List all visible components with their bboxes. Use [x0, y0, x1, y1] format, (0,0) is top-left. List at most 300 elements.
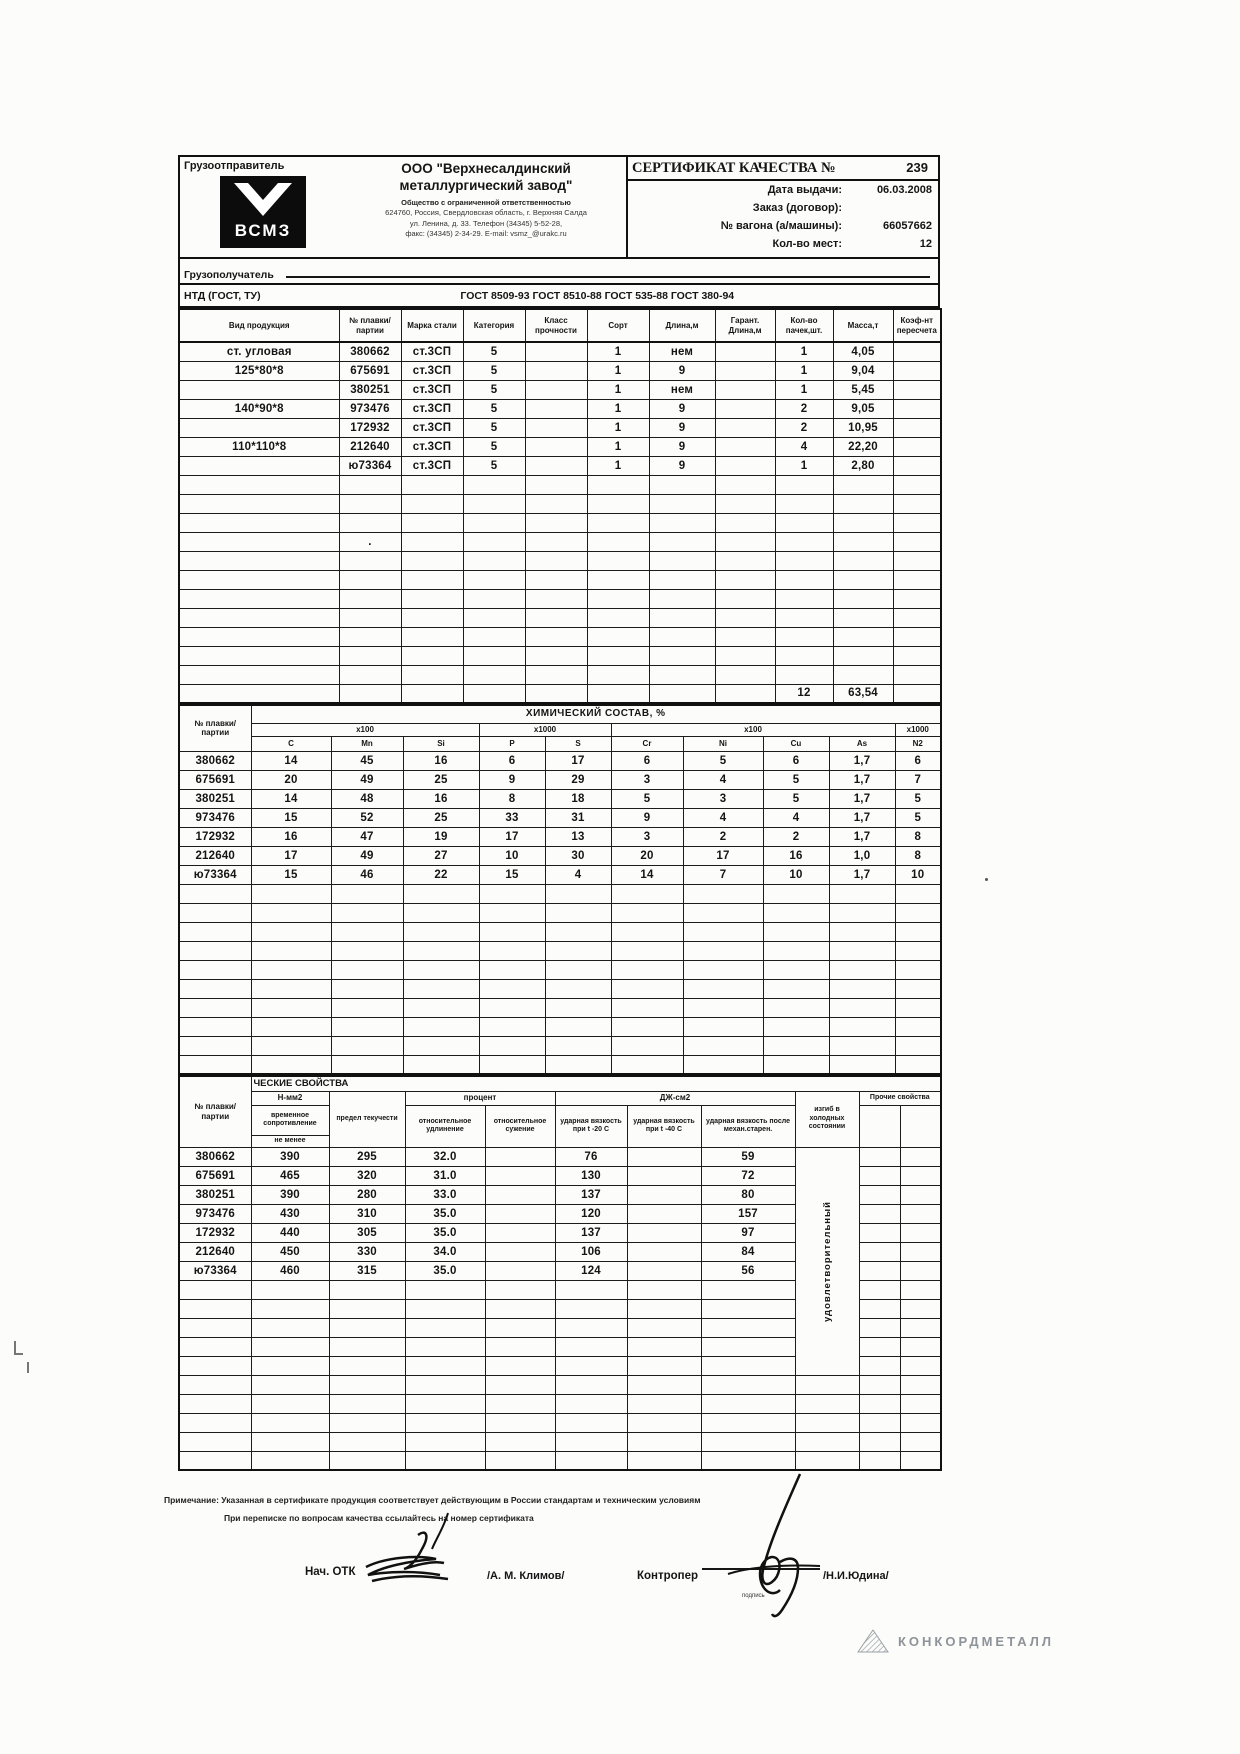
header-cell: Сорт [587, 309, 649, 342]
product-row [179, 361, 941, 380]
cell: 6 [763, 751, 829, 770]
cell [859, 1318, 900, 1337]
header-cell: Масса,т [833, 309, 893, 342]
header-cell: N2 [895, 736, 941, 751]
cell: 212640 [339, 437, 401, 456]
header-cell: S [545, 736, 611, 751]
header-cell: P [479, 736, 545, 751]
cell: 1,0 [829, 846, 895, 865]
note-correspondence: При переписке по вопросам качества ссылайтесь на номер сертификата [224, 1513, 534, 1523]
cell [587, 494, 649, 513]
cell [463, 665, 525, 684]
cell: 25 [403, 770, 479, 789]
cell [775, 551, 833, 570]
company-address-3: факс: (34345) 2-34-29. E-mail: vsmz_@urakc.ru [405, 229, 567, 239]
product-row [179, 342, 941, 361]
cell [179, 1337, 251, 1356]
cell [525, 570, 587, 589]
cell [179, 665, 339, 684]
header-cell: ударная вязкость после механ.старен. [701, 1105, 795, 1147]
chem-row [179, 751, 941, 770]
cell [895, 884, 941, 903]
cell [829, 1055, 895, 1074]
cell [763, 979, 829, 998]
cell: 1 [587, 361, 649, 380]
certificate-meta [626, 157, 938, 257]
cell [525, 380, 587, 399]
cell: ст.3СП [401, 361, 463, 380]
cell [251, 1451, 329, 1470]
cell: 34.0 [405, 1242, 485, 1261]
cell: 9 [649, 456, 715, 475]
cell [485, 1147, 555, 1166]
cell [485, 1299, 555, 1318]
cell [179, 1413, 251, 1432]
cell: 137 [555, 1223, 627, 1242]
cell [893, 399, 941, 418]
cell [555, 1451, 627, 1470]
cell [715, 342, 775, 361]
cell: 5 [463, 399, 525, 418]
cell [701, 1375, 795, 1394]
cell [403, 941, 479, 960]
cell [179, 589, 339, 608]
cell [893, 361, 941, 380]
cell: 29 [545, 770, 611, 789]
cell: 27 [403, 846, 479, 865]
cell [833, 532, 893, 551]
wagon-value: 66057662 [883, 220, 932, 232]
totals-row [179, 684, 941, 703]
header-cell: № плавки/ партии [179, 1076, 251, 1147]
cell [339, 665, 401, 684]
cell: 15 [251, 865, 331, 884]
cell: 1 [587, 437, 649, 456]
header-cell: Коэф-нт пересчета [893, 309, 941, 342]
cell: 5 [683, 751, 763, 770]
cell [649, 684, 715, 703]
cell: 35.0 [405, 1223, 485, 1242]
cell [829, 903, 895, 922]
cell [179, 1036, 251, 1055]
cell [485, 1261, 555, 1280]
cell: 25 [403, 808, 479, 827]
cell [555, 1337, 627, 1356]
cell [405, 1280, 485, 1299]
cell: 22,20 [833, 437, 893, 456]
header-cell: х100 [251, 723, 479, 736]
cell [627, 1242, 701, 1261]
qc-head-signature [352, 1505, 482, 1615]
cell: 212640 [179, 1242, 251, 1261]
cell: 4 [763, 808, 829, 827]
company-type: Общество с ограниченной ответственностью [401, 197, 571, 207]
cell: 15 [251, 808, 331, 827]
scan-artifact [985, 878, 988, 881]
cell [893, 513, 941, 532]
cell [900, 1280, 941, 1299]
cell [763, 1036, 829, 1055]
cell: 5 [463, 456, 525, 475]
header-cell: ЧЕСКИЕ СВОЙСТВА [251, 1076, 941, 1091]
order-label: Заказ (договор): [752, 202, 842, 214]
cell: 973476 [179, 1204, 251, 1223]
cell [649, 608, 715, 627]
cell: 973476 [179, 808, 251, 827]
header-cell: Длина,м [649, 309, 715, 342]
cell [485, 1451, 555, 1470]
empty-row [179, 608, 941, 627]
cell: 6 [895, 751, 941, 770]
cell [859, 1432, 900, 1451]
cell: ст.3СП [401, 418, 463, 437]
cell [179, 684, 339, 703]
header-cell [859, 1105, 900, 1147]
empty-row [179, 1055, 941, 1074]
places-label: Кол-во мест: [772, 238, 842, 250]
cell: 120 [555, 1204, 627, 1223]
cell: 1 [587, 380, 649, 399]
cell [251, 1375, 329, 1394]
wagon-row [628, 217, 938, 235]
cell: 9 [649, 437, 715, 456]
company-address-2: ул. Ленина, д. 33. Телефон (34345) 5-52-28, [409, 218, 563, 228]
cell [627, 1432, 701, 1451]
cell: 9 [649, 418, 715, 437]
cell [587, 551, 649, 570]
bend-result: удовлетворительный [821, 1200, 833, 1322]
cell [763, 884, 829, 903]
shipper-block [180, 157, 346, 257]
cell: 1 [587, 399, 649, 418]
cell [179, 380, 339, 399]
cell [795, 1413, 859, 1432]
cell [179, 1356, 251, 1375]
cell [627, 1204, 701, 1223]
cell [331, 1055, 403, 1074]
cell [587, 475, 649, 494]
empty-row [179, 979, 941, 998]
cell [763, 941, 829, 960]
cell [587, 627, 649, 646]
consignee-label: Грузополучатель [184, 269, 274, 281]
cell [829, 1017, 895, 1036]
cell [627, 1451, 701, 1470]
table-header-row [179, 736, 941, 751]
header-cell: Кол-во пачек,шт. [775, 309, 833, 342]
header-cell: Mn [331, 736, 403, 751]
cell [339, 570, 401, 589]
empty-row [179, 646, 941, 665]
cell [179, 922, 251, 941]
cell [715, 494, 775, 513]
cell [611, 1036, 683, 1055]
cell [485, 1280, 555, 1299]
cell [179, 1280, 251, 1299]
cell [401, 551, 463, 570]
cell [179, 494, 339, 513]
cell [587, 665, 649, 684]
cell [895, 922, 941, 941]
cell [715, 361, 775, 380]
cell: 675691 [339, 361, 401, 380]
cell: ю73364 [339, 456, 401, 475]
issue-date-label: Дата выдачи: [767, 184, 842, 196]
cell [339, 627, 401, 646]
empty-row [179, 884, 941, 903]
cell [251, 903, 331, 922]
cell [405, 1394, 485, 1413]
empty-row [179, 665, 941, 684]
cell [893, 646, 941, 665]
cell [485, 1204, 555, 1223]
places-row [628, 235, 938, 253]
cell [479, 922, 545, 941]
cell [611, 884, 683, 903]
cell [403, 979, 479, 998]
cell [179, 903, 251, 922]
cell [900, 1375, 941, 1394]
empty-row [179, 627, 941, 646]
cell [627, 1356, 701, 1375]
cell [251, 960, 331, 979]
cell [859, 1223, 900, 1242]
cell [893, 589, 941, 608]
cell [833, 627, 893, 646]
empty-row [179, 532, 941, 551]
cell [403, 1017, 479, 1036]
cell [251, 1299, 329, 1318]
cell [701, 1413, 795, 1432]
header-cell: C [251, 736, 331, 751]
cell: 380662 [179, 1147, 251, 1166]
cell [525, 684, 587, 703]
cell [525, 456, 587, 475]
cell: 106 [555, 1242, 627, 1261]
cell [179, 646, 339, 665]
cell [405, 1356, 485, 1375]
cell: 15 [479, 865, 545, 884]
header-cell: временное сопротивление [251, 1105, 329, 1135]
cell [895, 1036, 941, 1055]
cell [179, 979, 251, 998]
cell [251, 1432, 329, 1451]
cell: 17 [683, 846, 763, 865]
cell [179, 627, 339, 646]
cell [545, 1017, 611, 1036]
consignee-blank-line [286, 276, 930, 278]
cell: 1,7 [829, 789, 895, 808]
header-cell: As [829, 736, 895, 751]
product-row [179, 437, 941, 456]
cell [715, 570, 775, 589]
cell [331, 903, 403, 922]
scan-artifact [27, 1362, 29, 1373]
empty-row [179, 1375, 941, 1394]
cell: 1,7 [829, 770, 895, 789]
ntd-value: ГОСТ 8509-93 ГОСТ 8510-88 ГОСТ 535-88 ГОСТ 380-94 [460, 289, 735, 302]
cell [611, 998, 683, 1017]
cell [701, 1432, 795, 1451]
cell [525, 361, 587, 380]
cell [859, 1356, 900, 1375]
header-cell: ударная вязкость при t -40 С [627, 1105, 701, 1147]
cell [895, 979, 941, 998]
ntd-label: НТД (ГОСТ, ТУ) [184, 289, 261, 302]
cell: 1 [587, 456, 649, 475]
header-cell: Ni [683, 736, 763, 751]
cell [775, 570, 833, 589]
cell [587, 589, 649, 608]
cell [893, 342, 941, 361]
header-cell: ДЖ-см2 [555, 1091, 795, 1105]
cell [179, 1017, 251, 1036]
cell [251, 884, 331, 903]
header-cell: х1000 [895, 723, 941, 736]
cell [179, 1451, 251, 1470]
cell: 1 [775, 380, 833, 399]
cell: 9 [649, 361, 715, 380]
cell: 5 [463, 361, 525, 380]
cell: 12 [775, 684, 833, 703]
cell: 5 [463, 342, 525, 361]
cell [329, 1337, 405, 1356]
cell [775, 494, 833, 513]
header-cell: ударная вязкость при t -20 С [555, 1105, 627, 1147]
cell [763, 998, 829, 1017]
cell: 3 [611, 827, 683, 846]
cell [485, 1394, 555, 1413]
cell [900, 1299, 941, 1318]
cell [900, 1185, 941, 1204]
cell [775, 627, 833, 646]
cell: 315 [329, 1261, 405, 1280]
cell [403, 884, 479, 903]
cell [900, 1261, 941, 1280]
cell [859, 1280, 900, 1299]
cell [859, 1375, 900, 1394]
cell [329, 1375, 405, 1394]
cell [893, 608, 941, 627]
cell [251, 998, 331, 1017]
cell [715, 551, 775, 570]
cell [627, 1318, 701, 1337]
cell: 32.0 [405, 1147, 485, 1166]
cell [485, 1356, 555, 1375]
cell [329, 1394, 405, 1413]
cell [900, 1242, 941, 1261]
cell [900, 1204, 941, 1223]
cell [833, 570, 893, 589]
cell [893, 684, 941, 703]
table-header-row [179, 309, 941, 342]
cell [683, 998, 763, 1017]
cell: 16 [763, 846, 829, 865]
cell [463, 646, 525, 665]
cell [775, 665, 833, 684]
cell: 320 [329, 1166, 405, 1185]
table-header-row [179, 723, 941, 736]
cell: 52 [331, 808, 403, 827]
cell [329, 1432, 405, 1451]
table-header-row [179, 705, 941, 723]
header-cell: № плавки/ партии [339, 309, 401, 342]
empty-row [179, 1451, 941, 1470]
cell: 465 [251, 1166, 329, 1185]
cell: 9 [479, 770, 545, 789]
cell [401, 627, 463, 646]
cell: 5 [611, 789, 683, 808]
cell [775, 475, 833, 494]
table-header-row [179, 1091, 941, 1105]
cell [251, 941, 331, 960]
cell [701, 1280, 795, 1299]
cell [525, 342, 587, 361]
cell [795, 1451, 859, 1470]
cell: 35.0 [405, 1204, 485, 1223]
qc-head-name: /А. М. Климов/ [487, 1570, 565, 1582]
cell [479, 903, 545, 922]
cell [627, 1280, 701, 1299]
cell [251, 1017, 331, 1036]
cell: ю73364 [179, 1261, 251, 1280]
empty-row [179, 1394, 941, 1413]
mechanics-table-mount [178, 1075, 940, 1471]
cell [525, 437, 587, 456]
cell [893, 570, 941, 589]
cell: 2,80 [833, 456, 893, 475]
header-cell: х1000 [479, 723, 611, 736]
cell [587, 532, 649, 551]
cell: 48 [331, 789, 403, 808]
cell: 97 [701, 1223, 795, 1242]
cell: 33.0 [405, 1185, 485, 1204]
cell [251, 1036, 331, 1055]
cell [463, 513, 525, 532]
cell [649, 551, 715, 570]
cell [895, 903, 941, 922]
cell [627, 1375, 701, 1394]
consignee-row [178, 259, 940, 285]
empty-row [179, 960, 941, 979]
cell: 56 [701, 1261, 795, 1280]
cell [179, 1375, 251, 1394]
cell [795, 1432, 859, 1451]
cell: 460 [251, 1261, 329, 1280]
cell [893, 475, 941, 494]
cell: 22 [403, 865, 479, 884]
cell [479, 1055, 545, 1074]
certificate-number: 239 [906, 160, 928, 175]
cell [329, 1318, 405, 1337]
cell [611, 979, 683, 998]
header-cell: предел текучести [329, 1091, 405, 1147]
cell: 5 [463, 437, 525, 456]
header-cell: Cu [763, 736, 829, 751]
cell [701, 1394, 795, 1413]
cell [401, 684, 463, 703]
cell: 440 [251, 1223, 329, 1242]
cell [649, 589, 715, 608]
cell [683, 1017, 763, 1036]
cell [683, 1055, 763, 1074]
cell [479, 884, 545, 903]
cell [611, 922, 683, 941]
cell [401, 589, 463, 608]
cell [900, 1318, 941, 1337]
cell [479, 998, 545, 1017]
cell [829, 941, 895, 960]
